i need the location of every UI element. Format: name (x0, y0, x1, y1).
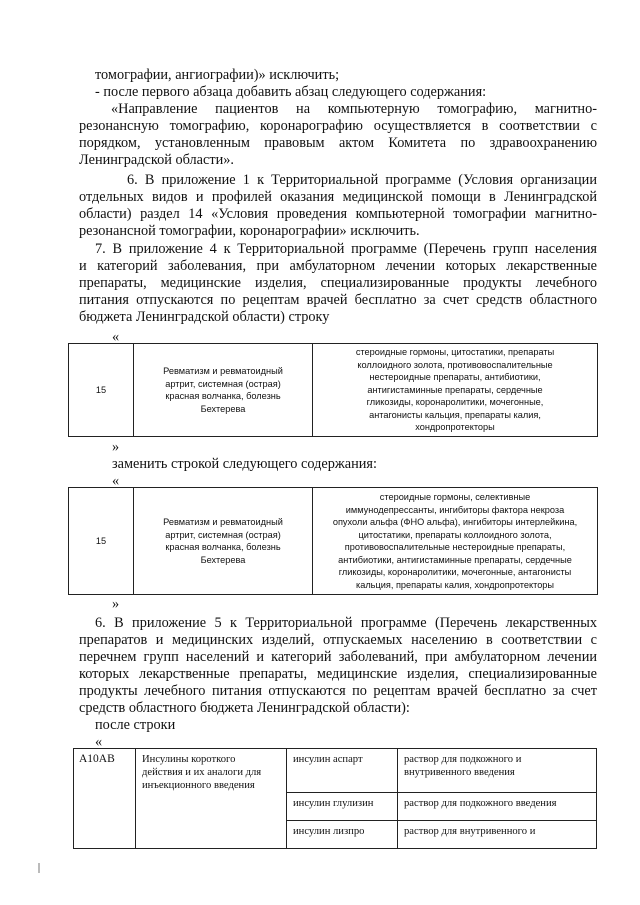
cell-line: коллоидного золота, противовоспалительные (357, 359, 553, 370)
cell-line: внутривенного введения (404, 767, 515, 778)
cell-line: антагонисты кальция, препараты калия, (369, 409, 541, 420)
cell-line: гликозиды, коронаролитики, мочегонные, антагонисты (338, 567, 572, 577)
cell-line: Бехтерева (200, 403, 246, 414)
drug-form: раствор для внутривенного и (398, 821, 597, 849)
text-line: 6. В приложение 1 к Территориальной программе (Условия организации (127, 172, 597, 188)
text-line: препараты, медицинские изделия, специализированные продукты лечебного (79, 275, 597, 291)
cell-line: красная волчанка, болезнь (165, 391, 281, 401)
drugs-cell (313, 488, 598, 595)
table-drug-list (73, 748, 597, 849)
text-line: и категорий заболевания, при амбулаторном лечении которых лекарственные (79, 258, 597, 274)
disease-cell (134, 488, 313, 595)
quote-close: » (112, 596, 120, 612)
table-row (69, 344, 598, 437)
cell-line: действия и их аналоги для (142, 767, 262, 778)
cell-line: Бехтерева (200, 554, 246, 565)
drugs-cell (313, 344, 598, 437)
cell-line: антибиотики, антигистаминные препараты, сердечные (338, 554, 572, 565)
drug-name: инсулин аспарт (287, 749, 398, 793)
disease-cell (134, 344, 313, 437)
cell-line: антигистаминные препараты, сердечные (367, 384, 543, 395)
cell-line: Ревматизм и ревматоидный (163, 517, 283, 527)
drug-name: инсулин лизпро (287, 821, 398, 849)
paragraph-instruction: - после первого абзаца добавить абзац следующего содержания: (95, 84, 487, 100)
row-number: 15 (69, 488, 134, 595)
table-old-row (68, 343, 598, 437)
text-line: резонансную томографию, коронарографию осуществляется в соответствии с (79, 118, 597, 134)
cell-line: хондропротекторы (415, 422, 495, 433)
cell-line: цитостатики, препараты коллоидного золота, (358, 529, 552, 540)
text-line: продукты лечебного питания отпускаются по рецептам врачей бесплатно за счет (79, 683, 597, 699)
cell-line: иммунодепрессанты, ингибиторы фактора некроза (345, 504, 565, 515)
cell-line: кальция, препараты калия, хондропротекторы (355, 579, 555, 590)
drug-form (398, 749, 597, 793)
text-line: которых лекарственные препараты, медицинские изделия, специализированные (79, 666, 597, 682)
cell-line: Инсулины короткого (142, 754, 236, 765)
cell-line: артрит, системная (острая) (165, 529, 281, 540)
text-line: резонансной томографии, коронарографии» исключить. (79, 223, 420, 239)
text-line: «Направление пациентов на компьютерную томографию, магнитно- (111, 101, 597, 117)
text-line: средств областного бюджета Ленинградской области): (79, 700, 410, 716)
cell-line: раствор для подкожного и (404, 754, 522, 765)
cell-line: опухоли альфа (ФНО альфа), ингибиторы интерлейкина, (332, 517, 578, 527)
cell-line: нестероидные препараты, антибиотики, (369, 372, 541, 383)
quote-open: « (112, 329, 120, 345)
cell-line: артрит, системная (острая) (165, 378, 281, 389)
row-number: 15 (69, 344, 134, 437)
text-line: 6. В приложение 5 к Территориальной программе (Перечень лекарственных (95, 615, 597, 631)
cell-line: стероидные гормоны, селективные (379, 492, 531, 502)
cell-line: инъекционного введения (142, 780, 255, 791)
table-row (69, 488, 598, 595)
text-line: области) раздел 14 «Условия проведения компьютерной томографии магнитно- (79, 206, 597, 222)
cell-line: красная волчанка, болезнь (165, 542, 281, 552)
drug-form: раствор для подкожного введения (398, 793, 597, 821)
after-row-instruction: после строки (95, 717, 176, 733)
table-row (74, 749, 597, 793)
cell-line: гликозиды, коронаролитики, мочегонные, (366, 397, 544, 408)
text-line: Ленинградской области». (79, 152, 234, 168)
cell-line: стероидные гормоны, цитостатики, препараты (355, 347, 555, 358)
atc-code: A10AB (74, 749, 136, 849)
quote-close: » (112, 439, 120, 455)
drug-name: инсулин глулизин (287, 793, 398, 821)
text-line: отдельных видов и профилей оказания медицинской помощи в Ленинградской (79, 189, 597, 205)
cell-line: противовоспалительные нестероидные препараты, (344, 542, 566, 552)
quote-open: « (112, 473, 120, 489)
cell-line: Ревматизм и ревматоидный (163, 366, 283, 376)
text-line: препаратов и медицинских изделий, отпускаемых населению в соответствии с (79, 632, 597, 648)
replace-instruction: заменить строкой следующего содержания: (112, 456, 377, 472)
text-line: перечнем групп населений и категорий заболеваний, при амбулаторном лечении (79, 649, 597, 665)
quote-open: « (95, 734, 103, 750)
drug-group (136, 749, 287, 849)
text-line: питания отпускаются по рецептам врачей бесплатно за счет средств областного (79, 292, 597, 308)
text-line: порядком, установленным правовым актом Комитета по здравоохранению (79, 135, 597, 151)
paragraph-continuation: томографии, ангиографии)» исключить; (95, 67, 340, 83)
scan-mark (38, 863, 40, 873)
text-line: бюджета Ленинградской области) строку (79, 309, 330, 325)
table-new-row (68, 487, 598, 595)
text-line: 7. В приложение 4 к Территориальной программе (Перечень групп населения (95, 241, 597, 257)
